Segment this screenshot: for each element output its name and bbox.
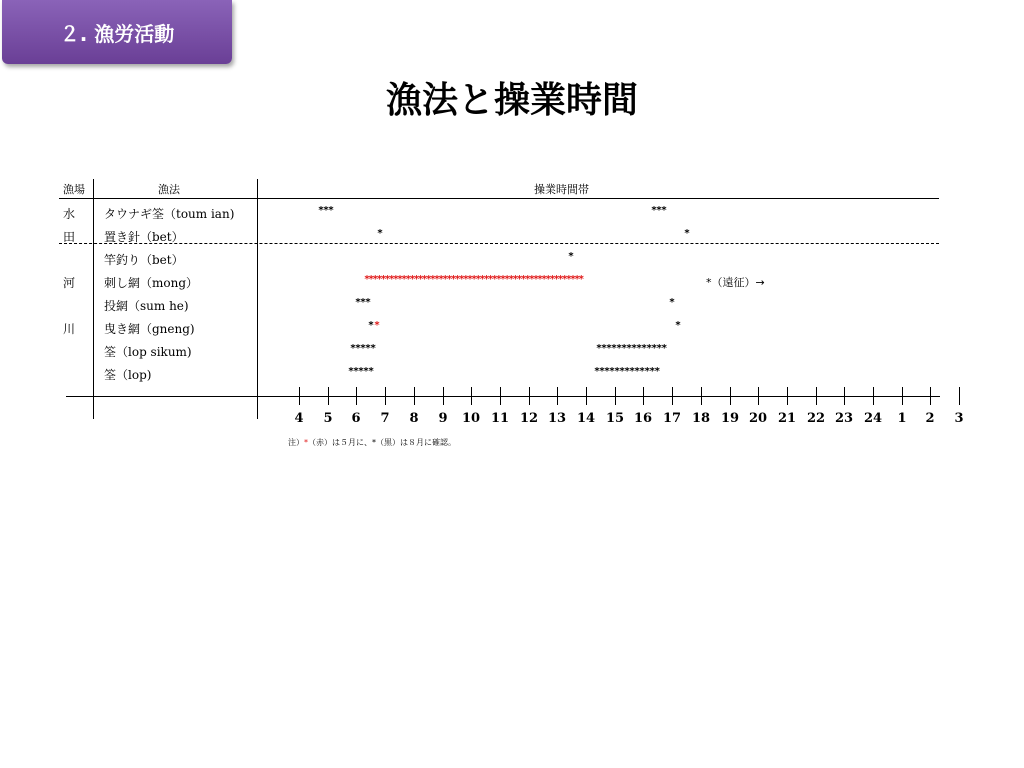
time-mark: ***** [350,343,376,354]
hour-label: 9 [438,411,448,426]
footnote-text-2: （黒）は８月に確認。 [376,438,456,447]
axis-tick [643,387,644,405]
time-mark: * [675,320,681,331]
time-mark: * [368,320,374,331]
hour-label: 7 [380,411,390,426]
footnote-prefix: 注） [288,438,304,447]
axis-tick [586,387,587,405]
hour-label: 12 [519,411,539,426]
time-mark: ************** [596,343,667,354]
hour-label: 11 [490,411,510,426]
method-label: 投網（sum he) [104,299,189,313]
time-mark: ************* [594,366,660,377]
axis-tick [959,387,960,405]
place-river-1: 河 [63,276,76,290]
hour-label: 4 [294,411,304,426]
hour-label: 3 [954,411,964,426]
header-method: 漁法 [158,183,180,196]
hour-label: 24 [863,411,883,426]
axis-tick [787,387,788,405]
hour-label: 6 [351,411,361,426]
axis-tick [557,387,558,405]
footnote-text-1: （赤）は５月に、 [308,438,372,447]
place-water-1: 水 [63,207,76,221]
hour-label: 10 [461,411,481,426]
hour-label: 22 [806,411,826,426]
place-water-2: 田 [63,230,76,244]
hour-label: 2 [925,411,935,426]
axis-tick [672,387,673,405]
axis-tick [615,387,616,405]
time-mark: *** [651,205,667,216]
section-divider [59,243,939,244]
section-badge [2,0,232,64]
axis-tick [930,387,931,405]
slide-title: 漁法と操業時間 [385,80,638,121]
time-mark: * [568,251,574,262]
method-label: タウナギ筌（toum ian) [104,207,235,221]
axis-tick [902,387,903,405]
time-mark: ***** [348,366,374,377]
axis-tick [844,387,845,405]
hour-label: 15 [605,411,625,426]
header-rule [59,198,939,199]
method-label: 曳き網（gneng) [104,322,195,336]
axis-tick [385,387,386,405]
time-mark: * [377,228,383,239]
footnote-black-star: * [372,438,376,447]
method-column-rule [257,179,258,419]
method-label: 竿釣り（bet） [104,253,184,267]
method-label: 刺し網（mong） [104,276,199,290]
method-label: 置き針（bet） [104,230,184,244]
hour-label: 14 [576,411,596,426]
axis-tick [443,387,444,405]
axis-line [66,396,940,397]
hour-label: 23 [834,411,854,426]
hour-label: 16 [633,411,653,426]
time-mark: * [684,228,690,239]
axis-tick [816,387,817,405]
axis-tick [529,387,530,405]
time-mark-red: ***************************************************** [364,274,583,285]
axis-tick [414,387,415,405]
hour-label: 17 [662,411,682,426]
axis-tick [701,387,702,405]
hour-label: 8 [409,411,419,426]
hour-label: 19 [720,411,740,426]
axis-tick [299,387,300,405]
hour-label: 13 [547,411,567,426]
method-label: 筌（lop) [104,368,152,382]
hour-label: 5 [323,411,333,426]
method-label: 筌（lop sikum) [104,345,192,359]
footnote [288,437,456,448]
axis-tick [356,387,357,405]
time-mark: * [669,297,675,308]
hour-label: 1 [897,411,907,426]
hour-label: 21 [777,411,797,426]
place-column-rule [93,179,94,419]
hour-label: 18 [691,411,711,426]
axis-tick [328,387,329,405]
footnote-red-star: * [304,438,308,447]
axis-tick [873,387,874,405]
section-badge-label: ２. 漁労活動 [59,21,175,46]
axis-tick [500,387,501,405]
hour-label: 20 [748,411,768,426]
time-mark-expedition: *（遠征）→ [706,276,765,289]
time-mark: *** [355,297,371,308]
axis-tick [758,387,759,405]
time-mark-red: * [374,320,380,331]
axis-tick [471,387,472,405]
header-time: 操業時間帯 [534,183,589,196]
place-river-2: 川 [63,322,76,336]
axis-tick [730,387,731,405]
header-place: 漁場 [63,183,85,196]
time-mark: *** [318,205,334,216]
